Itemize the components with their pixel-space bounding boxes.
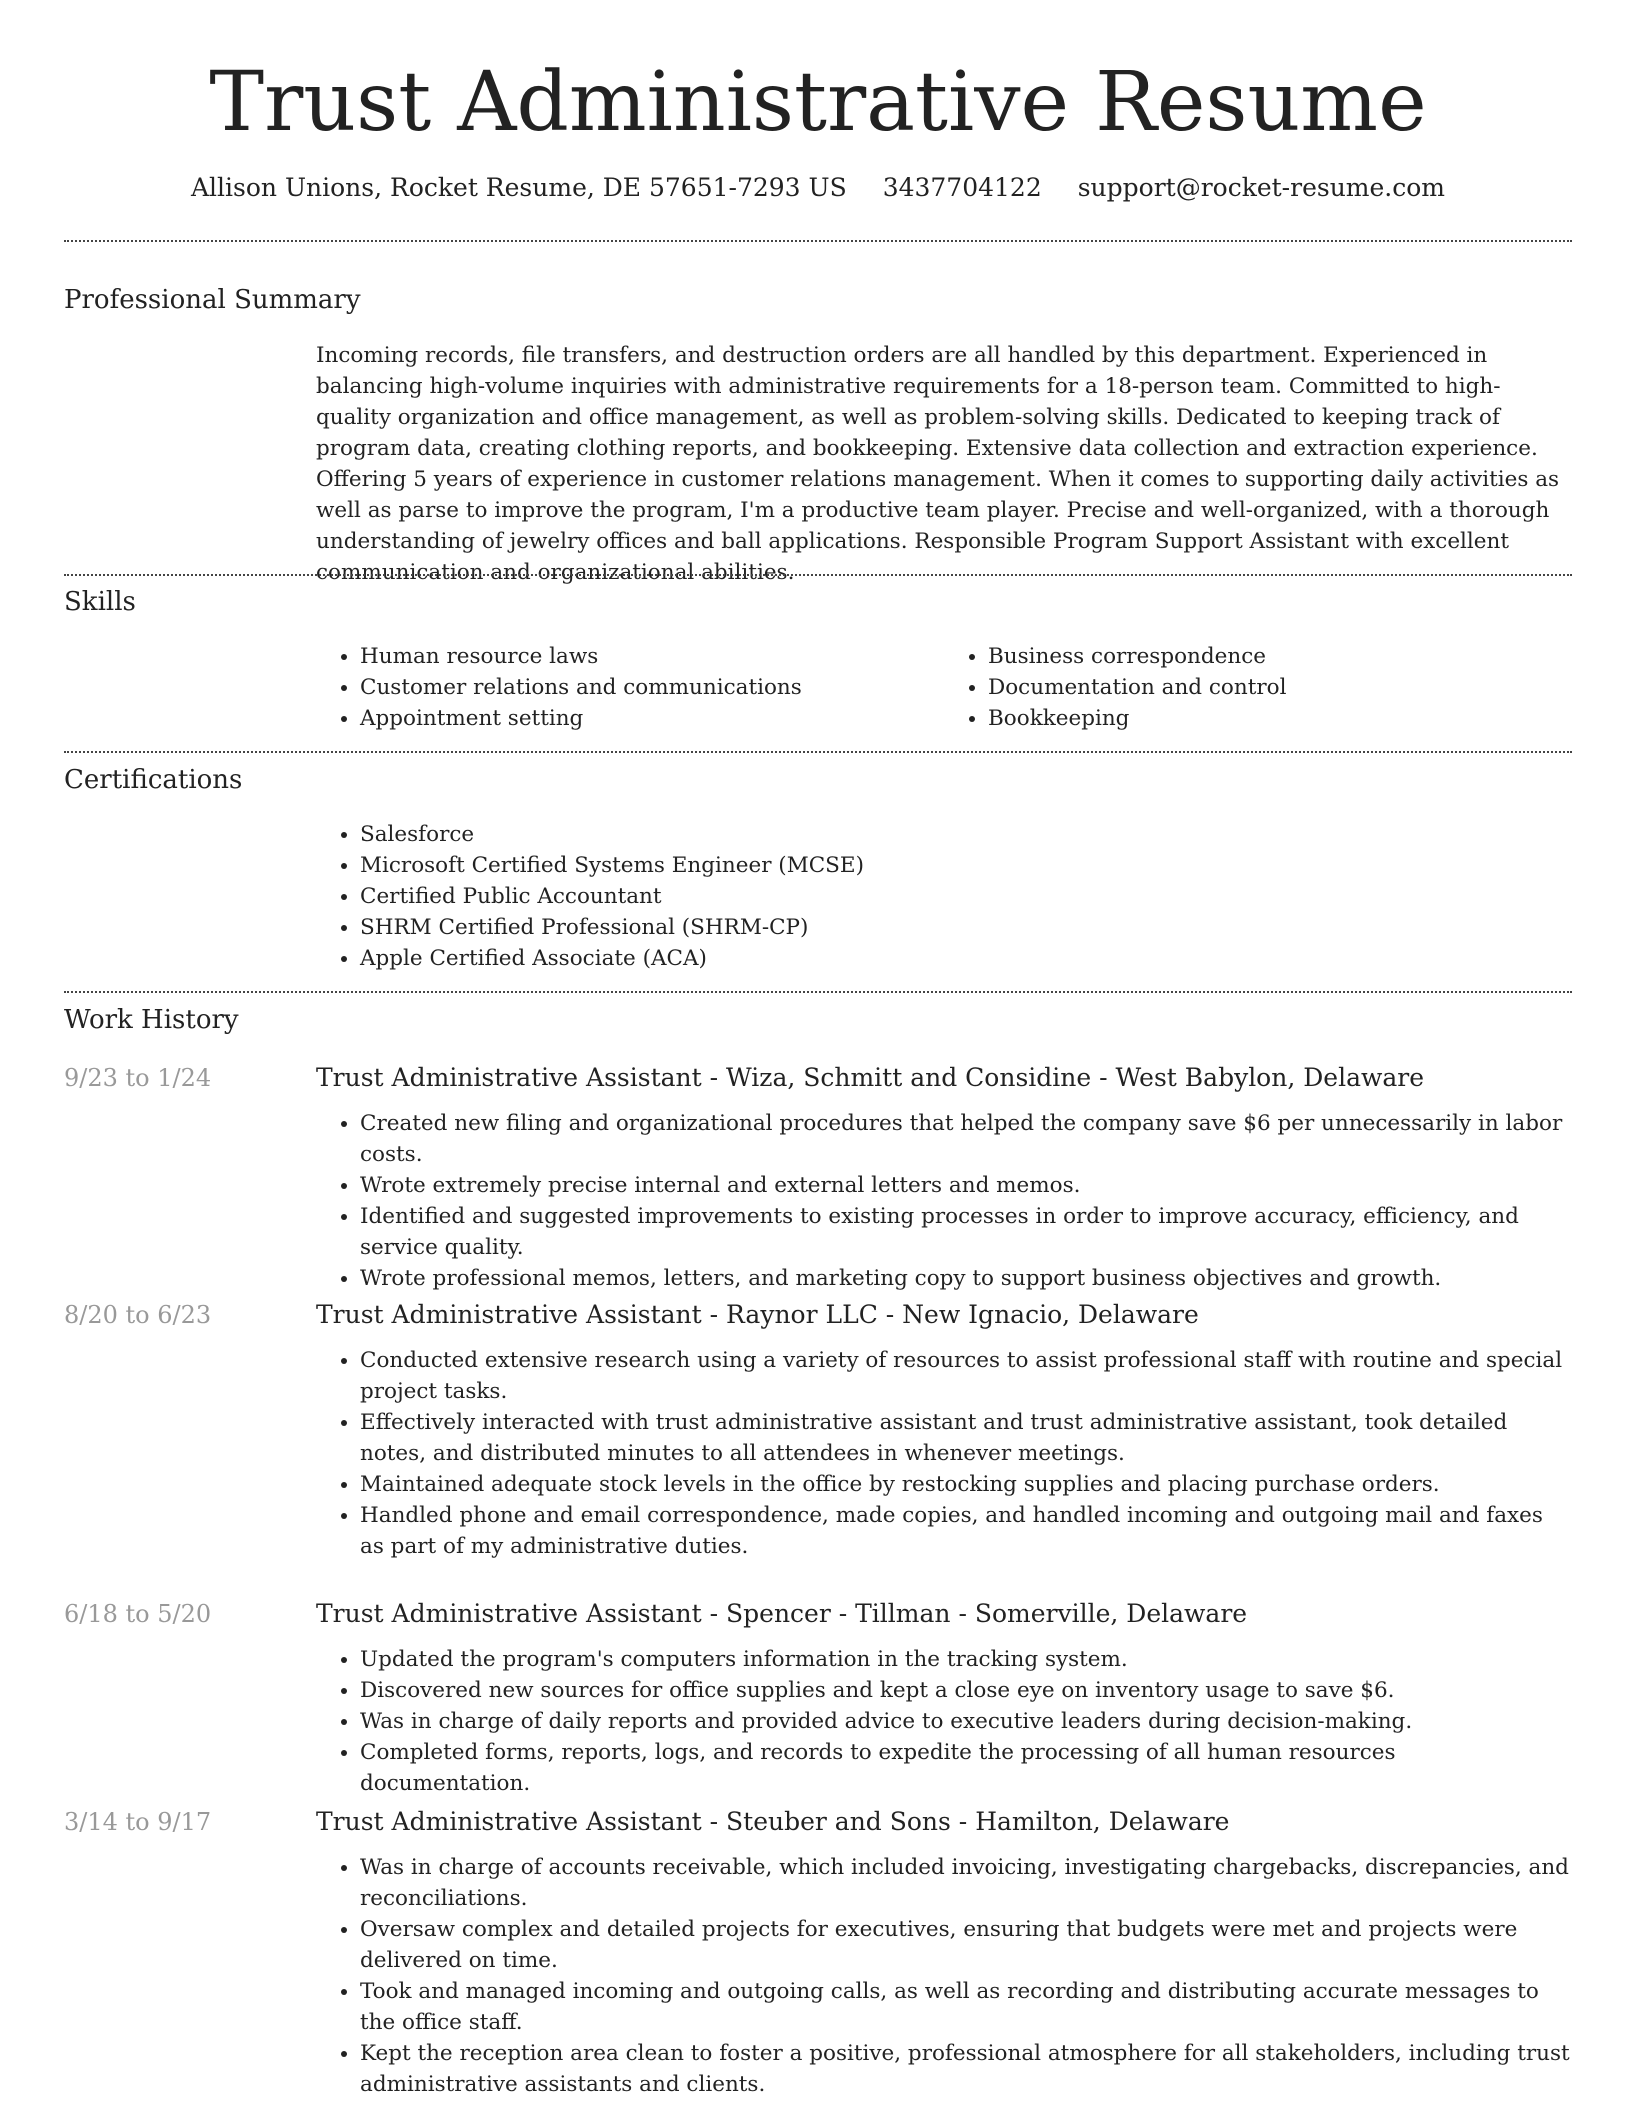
skill-item: • Human resource laws (360, 641, 944, 672)
job-bullets (316, 1108, 1572, 1294)
job-bullet: • Maintained adequate stock levels in the office by restocking supplies and placing purchase orders. (360, 1469, 1572, 1500)
contact-phone: 3437704122 (882, 173, 1042, 202)
skill-item: • Appointment setting (360, 703, 944, 734)
job-bullets (316, 1345, 1572, 1562)
certification-item: • Apple Certified Associate (ACA) (360, 943, 1572, 974)
job-bullets (316, 1644, 1572, 1799)
divider (64, 240, 1572, 242)
skill-item: • Customer relations and communications (360, 672, 944, 703)
resume-title: Trust Administrative Resume (209, 55, 1427, 150)
certification-item: • Certified Public Accountant (360, 881, 1572, 912)
job-title: Trust Administrative Assistant - Wiza, Schmitt and Considine - West Babylon, Delaware (316, 1063, 1425, 1092)
job-title: Trust Administrative Assistant - Steuber and Sons - Hamilton, Delaware (316, 1807, 1230, 1836)
skill-item: • Documentation and control (988, 672, 1572, 703)
certifications-list (316, 819, 1572, 974)
job-bullet: • Took and managed incoming and outgoing calls, as well as recording and distributing accurate messages to the office staff. (360, 1976, 1572, 2038)
summary-text: Incoming records, file transfers, and destruction orders are all handled by this department. Experienced in balancing high-volume inquiries with administrative requirements for a 18-person team. Committed to high-quality organization and office management, as well as problem-solving skills. Dedicated to keeping track of program data, creating clothing reports, and bookkeeping. Extensive data collection and extraction experience. Offering 5 years of experience in customer relations management. When it comes to supporting daily activities as well as parse to improve the program, I'm a productive team player. Precise and well-organized, with a thorough understanding of jewelry offices and ball applications. Responsible Program Support Assistant with excellent communication and organizational abilities. (316, 343, 1560, 585)
skills-section (316, 641, 1572, 734)
job-bullet: • Identified and suggested improvements to existing processes in order to improve accuracy, efficiency, and service quality. (360, 1201, 1572, 1263)
contact-address: Allison Unions, Rocket Resume, DE 57651-7293 US (190, 173, 847, 202)
job-dates: 9/23 to 1/24 (64, 1064, 212, 1092)
job-bullet: • Was in charge of accounts receivable, which included invoicing, investigating chargebacks, discrepancies, and reconciliations. (360, 1852, 1572, 1914)
certification-item: • SHRM Certified Professional (SHRM-CP) (360, 912, 1572, 943)
job-bullet: • Oversaw complex and detailed projects for executives, ensuring that budgets were met and projects were delivered on time. (360, 1914, 1572, 1976)
job-dates: 6/18 to 5/20 (64, 1600, 212, 1628)
job-bullet: • Wrote professional memos, letters, and marketing copy to support business objectives and growth. (360, 1263, 1572, 1294)
job-bullet: • Discovered new sources for office supplies and kept a close eye on inventory usage to save $6. (360, 1675, 1572, 1706)
work-history-heading: Work History (64, 1005, 239, 1035)
job-bullet: • Kept the reception area clean to foster a positive, professional atmosphere for all stakeholders, including trust administrative assistants and clients. (360, 2038, 1572, 2100)
summary-section (316, 340, 1572, 588)
job-dates: 3/14 to 9/17 (64, 1808, 212, 1836)
skills-heading: Skills (64, 587, 136, 617)
divider (64, 991, 1572, 993)
job-bullet: • Wrote extremely precise internal and external letters and memos. (360, 1170, 1572, 1201)
skill-item: • Business correspondence (988, 641, 1572, 672)
skills-list-left (316, 641, 944, 734)
job-title: Trust Administrative Assistant - Raynor LLC - New Ignacio, Delaware (316, 1300, 1199, 1329)
job-bullet: • Conducted extensive research using a variety of resources to assist professional staff with routine and special project tasks. (360, 1345, 1572, 1407)
job-bullet: • Created new filing and organizational procedures that helped the company save $6 per unnecessarily in labor costs. (360, 1108, 1572, 1170)
skill-item: • Bookkeeping (988, 703, 1572, 734)
certification-item: • Microsoft Certified Systems Engineer (MCSE) (360, 850, 1572, 881)
job-title: Trust Administrative Assistant - Spencer - Tillman - Somerville, Delaware (316, 1599, 1248, 1628)
job-bullet: • Updated the program's computers information in the tracking system. (360, 1644, 1572, 1675)
certification-item: • Salesforce (360, 819, 1572, 850)
certifications-heading: Certifications (64, 765, 243, 795)
job-bullet: • Handled phone and email correspondence, made copies, and handled incoming and outgoing mail and faxes as part of my administrative duties. (360, 1500, 1572, 1562)
job-bullet: • Was in charge of daily reports and provided advice to executive leaders during decision-making. (360, 1706, 1572, 1737)
skills-list-right (944, 641, 1572, 734)
certifications-section (316, 819, 1572, 974)
job-bullet: • Effectively interacted with trust administrative assistant and trust administrative assistant, took detailed notes, and distributed minutes to all attendees in whenever meetings. (360, 1407, 1572, 1469)
contact-line (64, 170, 1572, 206)
divider (64, 751, 1572, 753)
job-bullets (316, 1852, 1572, 2100)
summary-heading: Professional Summary (64, 285, 361, 315)
job-dates: 8/20 to 6/23 (64, 1301, 212, 1329)
contact-email: support@rocket-resume.com (1077, 173, 1446, 202)
job-bullet: • Completed forms, reports, logs, and records to expedite the processing of all human resources documentation. (360, 1737, 1572, 1799)
divider (64, 574, 1572, 576)
